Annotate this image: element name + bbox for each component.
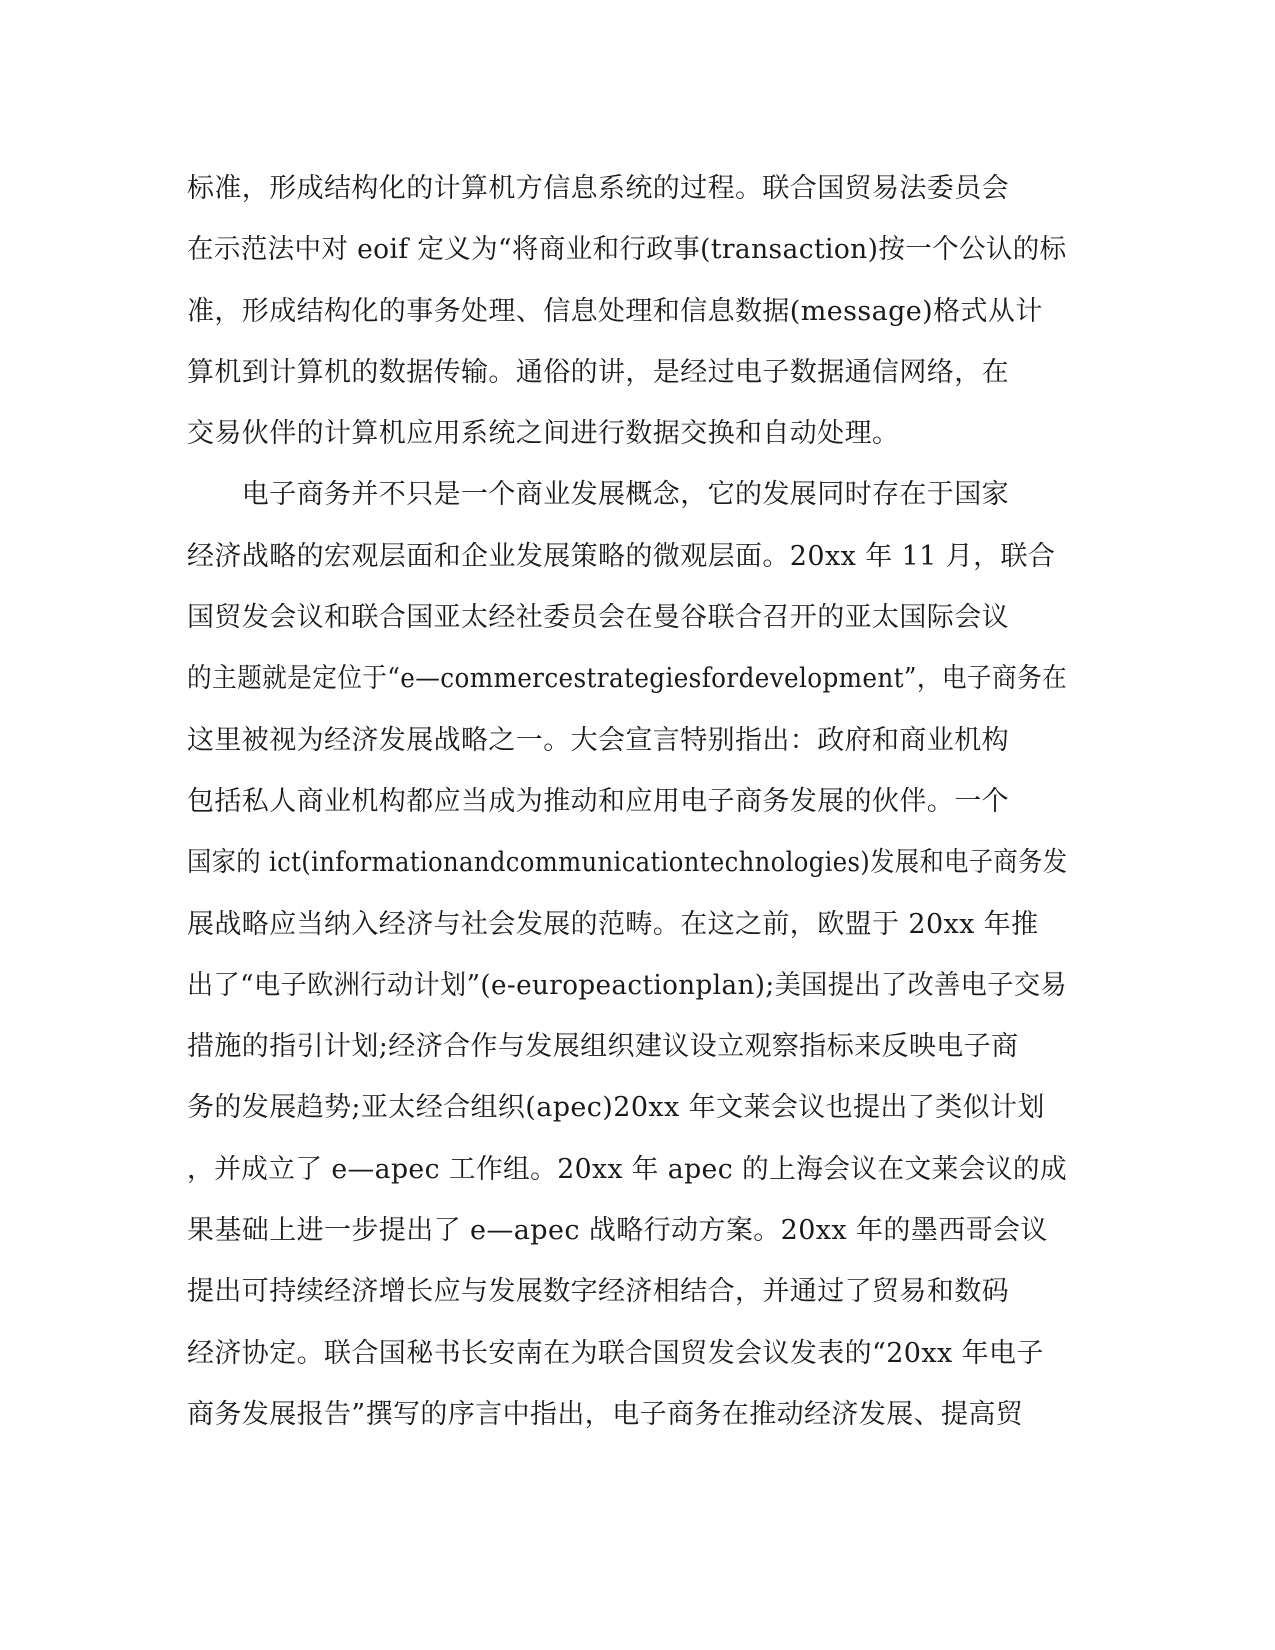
text-line: 国贸发会议和联合国亚太经社委员会在曼谷联合召开的亚太国际会议 <box>187 602 1009 634</box>
text-line: 果基础上进一步提出了 e—apec 战略行动方案。20xx 年的墨西哥会议 <box>187 1215 1048 1247</box>
text-line: ，并成立了 e—apec 工作组。20xx 年 apec 的上海会议在文莱会议的成 <box>187 1153 1068 1185</box>
text-line: 经济协定。联合国秘书长安南在为联合国贸发会议发表的“20xx 年电子 <box>187 1337 1044 1369</box>
text-line: 交易伙伴的计算机应用系统之间进行数据交换和自动处理。 <box>187 418 900 450</box>
text-line: 提出可持续经济增长应与发展数字经济相结合，并通过了贸易和数码 <box>187 1276 1009 1308</box>
text-line: 的主题就是定位于“e—commercestrategiesfordevelopment”，电子商务在 <box>187 663 1068 695</box>
body-text <box>187 158 1067 1445</box>
text-line: 标准，形成结构化的计算机方信息系统的过程。联合国贸易法委员会 <box>187 173 1009 204</box>
text-line: 措施的指引计划;经济合作与发展组织建议设立观察指标来反映电子商 <box>187 1031 1019 1063</box>
text-line: 出了“电子欧洲行动计划”(e-europeactionplan);美国提出了改善电子交易 <box>187 969 1068 1001</box>
text-line: 准，形成结构化的事务处理、信息处理和信息数据(message)格式从计 <box>187 295 1043 327</box>
text-line: 这里被视为经济发展战略之一。大会宣言特别指出：政府和商业机构 <box>187 724 1009 756</box>
text-line: 国家的 ict(informationandcommunicationtechnologies)发展和电子商务发 <box>187 847 1068 879</box>
text-line: 经济战略的宏观层面和企业发展策略的微观层面。20xx 年 11 月，联合 <box>187 540 1056 572</box>
text-line: 算机到计算机的数据传输。通俗的讲，是经过电子数据通信网络，在 <box>187 356 1009 388</box>
text-line: 电子商务并不只是一个商业发展概念，它的发展同时存在于国家 <box>187 479 1009 511</box>
text-line: 在示范法中对 eoif 定义为“将商业和行政事(transaction)按一个公认的标 <box>187 234 1067 266</box>
text-line: 务的发展趋势;亚太经合组织(apec)20xx 年文莱会议也提出了类似计划 <box>187 1092 1045 1124</box>
text-line: 包括私人商业机构都应当成为推动和应用电子商务发展的伙伴。一个 <box>187 785 1009 817</box>
text-line: 展战略应当纳入经济与社会发展的范畴。在这之前，欧盟于 20xx 年推 <box>187 908 1039 940</box>
text-line: 商务发展报告”撰写的序言中指出，电子商务在推动经济发展、提高贸 <box>187 1398 1024 1430</box>
